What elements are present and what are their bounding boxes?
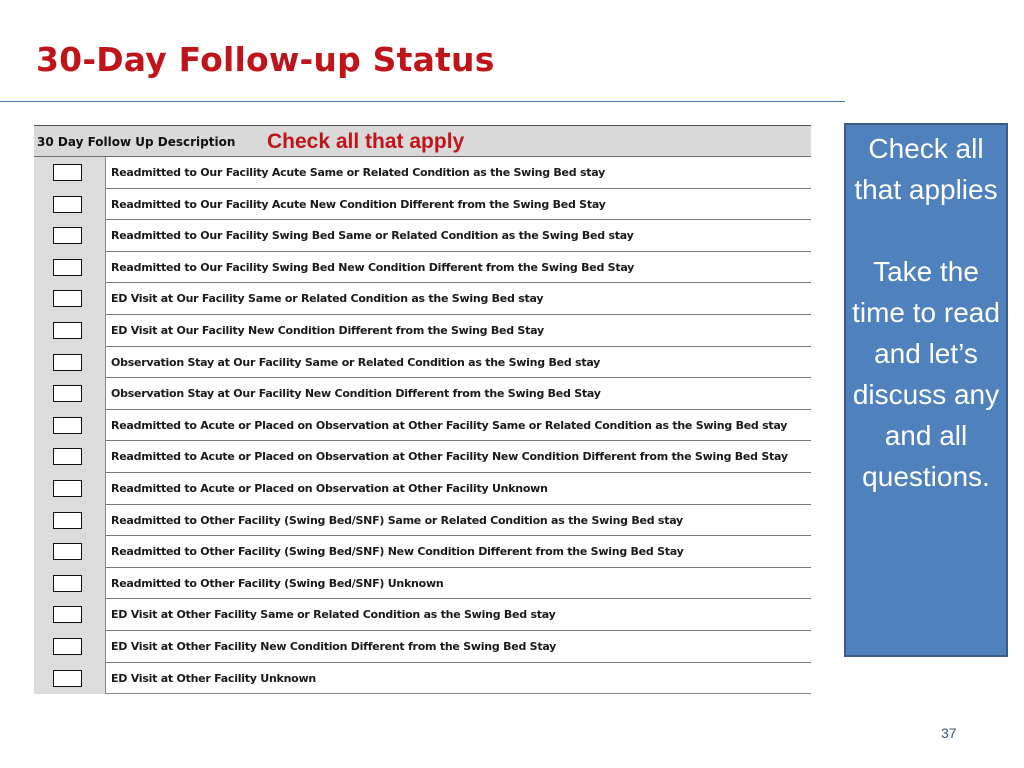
form-row — [34, 536, 811, 568]
row-label: Readmitted to Our Facility Acute New Condition Different from the Swing Bed Stay — [111, 197, 606, 211]
callout-note — [844, 123, 1008, 657]
form-row — [34, 599, 811, 631]
row-checkbox[interactable] — [53, 512, 82, 529]
row-checkbox[interactable] — [53, 606, 82, 623]
row-label: ED Visit at Other Facility New Condition Different from the Swing Bed Stay — [111, 639, 557, 653]
form-row — [34, 157, 811, 189]
form-header-instruction: Check all that apply — [267, 130, 465, 153]
row-checkbox[interactable] — [53, 543, 82, 560]
page-number: 37 — [941, 725, 957, 741]
form-header-description: 30 Day Follow Up Description — [37, 135, 236, 149]
row-label: Readmitted to Acute or Placed on Observation at Other Facility Same or Related Condition as the Swing Bed stay — [111, 418, 788, 432]
follow-up-form-table — [34, 125, 811, 694]
row-checkbox[interactable] — [53, 354, 82, 371]
form-row — [34, 283, 811, 315]
form-row — [34, 220, 811, 252]
row-label: ED Visit at Other Facility Same or Related Condition as the Swing Bed stay — [111, 608, 556, 622]
row-checkbox[interactable] — [53, 259, 82, 276]
row-checkbox[interactable] — [53, 638, 82, 655]
form-row — [34, 505, 811, 537]
form-header — [34, 126, 811, 157]
row-label: Readmitted to Our Facility Swing Bed Same or Related Condition as the Swing Bed stay — [111, 229, 634, 243]
callout-text-discuss: Take the time to read and let’s discuss any and all questions. — [852, 256, 1000, 492]
row-checkbox[interactable] — [53, 417, 82, 434]
row-label: ED Visit at Our Facility Same or Related Condition as the Swing Bed stay — [111, 292, 544, 306]
form-row — [34, 663, 811, 695]
form-row — [34, 473, 811, 505]
row-label: ED Visit at Other Facility Unknown — [111, 671, 316, 685]
row-checkbox[interactable] — [53, 164, 82, 181]
row-checkbox[interactable] — [53, 670, 82, 687]
callout-spacer — [846, 210, 1006, 251]
form-row — [34, 568, 811, 600]
form-row — [34, 189, 811, 221]
row-label: Readmitted to Other Facility (Swing Bed/SNF) New Condition Different from the Swing Bed Stay — [111, 545, 684, 559]
row-label: Readmitted to Acute or Placed on Observation at Other Facility Unknown — [111, 481, 548, 495]
row-label: Readmitted to Our Facility Acute Same or Related Condition as the Swing Bed stay — [111, 166, 606, 179]
form-row — [34, 252, 811, 284]
form-row — [34, 347, 811, 379]
form-row — [34, 410, 811, 442]
callout-text-check: Check all that applies — [854, 133, 998, 205]
row-checkbox[interactable] — [53, 322, 82, 339]
row-label: Readmitted to Acute or Placed on Observation at Other Facility New Condition Different from the Swing Bed Stay — [111, 450, 788, 464]
row-checkbox[interactable] — [53, 290, 82, 307]
row-checkbox[interactable] — [53, 385, 82, 402]
row-label: Readmitted to Our Facility Swing Bed New Condition Different from the Swing Bed Stay — [111, 260, 635, 274]
row-label: Observation Stay at Our Facility New Condition Different from the Swing Bed Stay — [111, 387, 601, 401]
row-label: ED Visit at Our Facility New Condition Different from the Swing Bed Stay — [111, 323, 544, 337]
row-checkbox[interactable] — [53, 227, 82, 244]
form-row — [34, 378, 811, 410]
row-label: Readmitted to Other Facility (Swing Bed/SNF) Same or Related Condition as the Swing Bed stay — [111, 513, 683, 527]
form-row — [34, 315, 811, 347]
slide-title: 30-Day Follow-up Status — [36, 40, 495, 79]
row-checkbox[interactable] — [53, 575, 82, 592]
row-label: Observation Stay at Our Facility Same or Related Condition as the Swing Bed stay — [111, 355, 601, 369]
row-checkbox[interactable] — [53, 480, 82, 497]
form-rows — [34, 157, 811, 694]
row-checkbox[interactable] — [53, 196, 82, 213]
title-divider — [0, 101, 845, 102]
row-label: Readmitted to Other Facility (Swing Bed/SNF) Unknown — [111, 576, 444, 590]
form-row — [34, 441, 811, 473]
row-checkbox[interactable] — [53, 448, 82, 465]
form-row — [34, 631, 811, 663]
